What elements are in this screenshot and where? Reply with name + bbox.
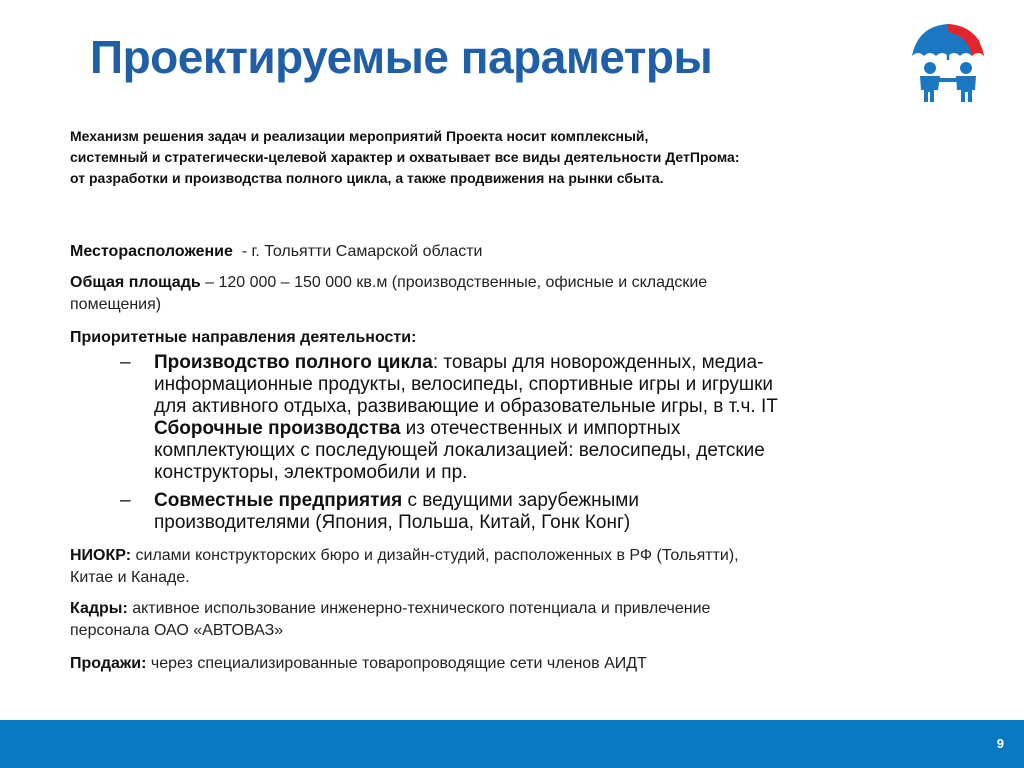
bullet-text: информационные продукты, велосипеды, спортивные игры и игрушки — [154, 374, 774, 395]
intro-line: системный и стратегически-целевой характер и охватывает все виды деятельности ДетПрома: — [70, 149, 740, 165]
staff-paragraph — [70, 598, 950, 642]
bullet-text: для активного отдыха, развивающие и образовательные игры, в т.ч. IT — [154, 396, 778, 417]
sales-label: Продажи: — [70, 655, 147, 672]
bullet-dash: – — [120, 490, 131, 511]
staff-text-continued: персонала ОАО «АВТОВАЗ» — [70, 622, 284, 639]
intro-text — [70, 126, 930, 189]
slide-title: Проектируемые параметры — [90, 31, 713, 83]
location-label: Месторасположение — [70, 243, 233, 260]
priorities-heading — [70, 327, 950, 349]
bullet-dash: – — [120, 352, 131, 373]
niokr-paragraph — [70, 545, 950, 589]
sales-paragraph — [70, 653, 950, 675]
staff-label: Кадры: — [70, 600, 128, 617]
bullet-text: с ведущими зарубежными — [402, 490, 639, 511]
bullet-text: конструкторы, электромобили и пр. — [154, 462, 468, 483]
bullet-text: производителями (Япония, Польша, Китай, Гонк Конг) — [154, 512, 631, 533]
bullet-text: из отечественных и импортных — [400, 418, 681, 439]
area-label: Общая площадь — [70, 274, 201, 291]
location-text: - г. Тольятти Самарской области — [232, 243, 483, 260]
area-paragraph — [70, 272, 950, 316]
area-text: – 120 000 – 150 000 кв.м (производственные, офисные и складские — [200, 274, 708, 291]
bullet-text: комплектующих с последующей локализацией: велосипеды, детские — [154, 440, 765, 461]
page-number: 9 — [996, 736, 1004, 751]
priorities-label: Приоритетные направления деятельности: — [70, 329, 417, 346]
bullet-text: : товары для новорожденных, медиа- — [432, 352, 764, 373]
staff-text: активное использование инженерно-технического потенциала и привлечение — [127, 600, 711, 617]
umbrella-family-logo-icon — [908, 20, 988, 104]
list-item — [70, 490, 950, 534]
list-item — [70, 352, 950, 484]
area-text-continued: помещения) — [70, 296, 162, 313]
bullet-bold: Совместные предприятия — [154, 490, 403, 511]
niokr-text: силами конструкторских бюро и дизайн-студий, расположенных в РФ (Тольятти), — [131, 547, 739, 564]
bullet-bold: Сборочные производства — [154, 418, 401, 439]
footer-bar — [0, 720, 1024, 768]
niokr-label: НИОКР: — [70, 547, 132, 564]
niokr-text-continued: Китае и Канаде. — [70, 569, 190, 586]
location-paragraph — [70, 241, 950, 263]
priorities-list — [70, 352, 950, 540]
bullet-bold: Производство полного цикла — [154, 352, 433, 373]
intro-line: от разработки и производства полного цикла, а также продвижения на рынки сбыта. — [70, 170, 664, 186]
sales-text: через специализированные товаропроводящие сети членов АИДТ — [146, 655, 647, 672]
intro-line: Механизм решения задач и реализации мероприятий Проекта носит комплексный, — [70, 128, 649, 144]
